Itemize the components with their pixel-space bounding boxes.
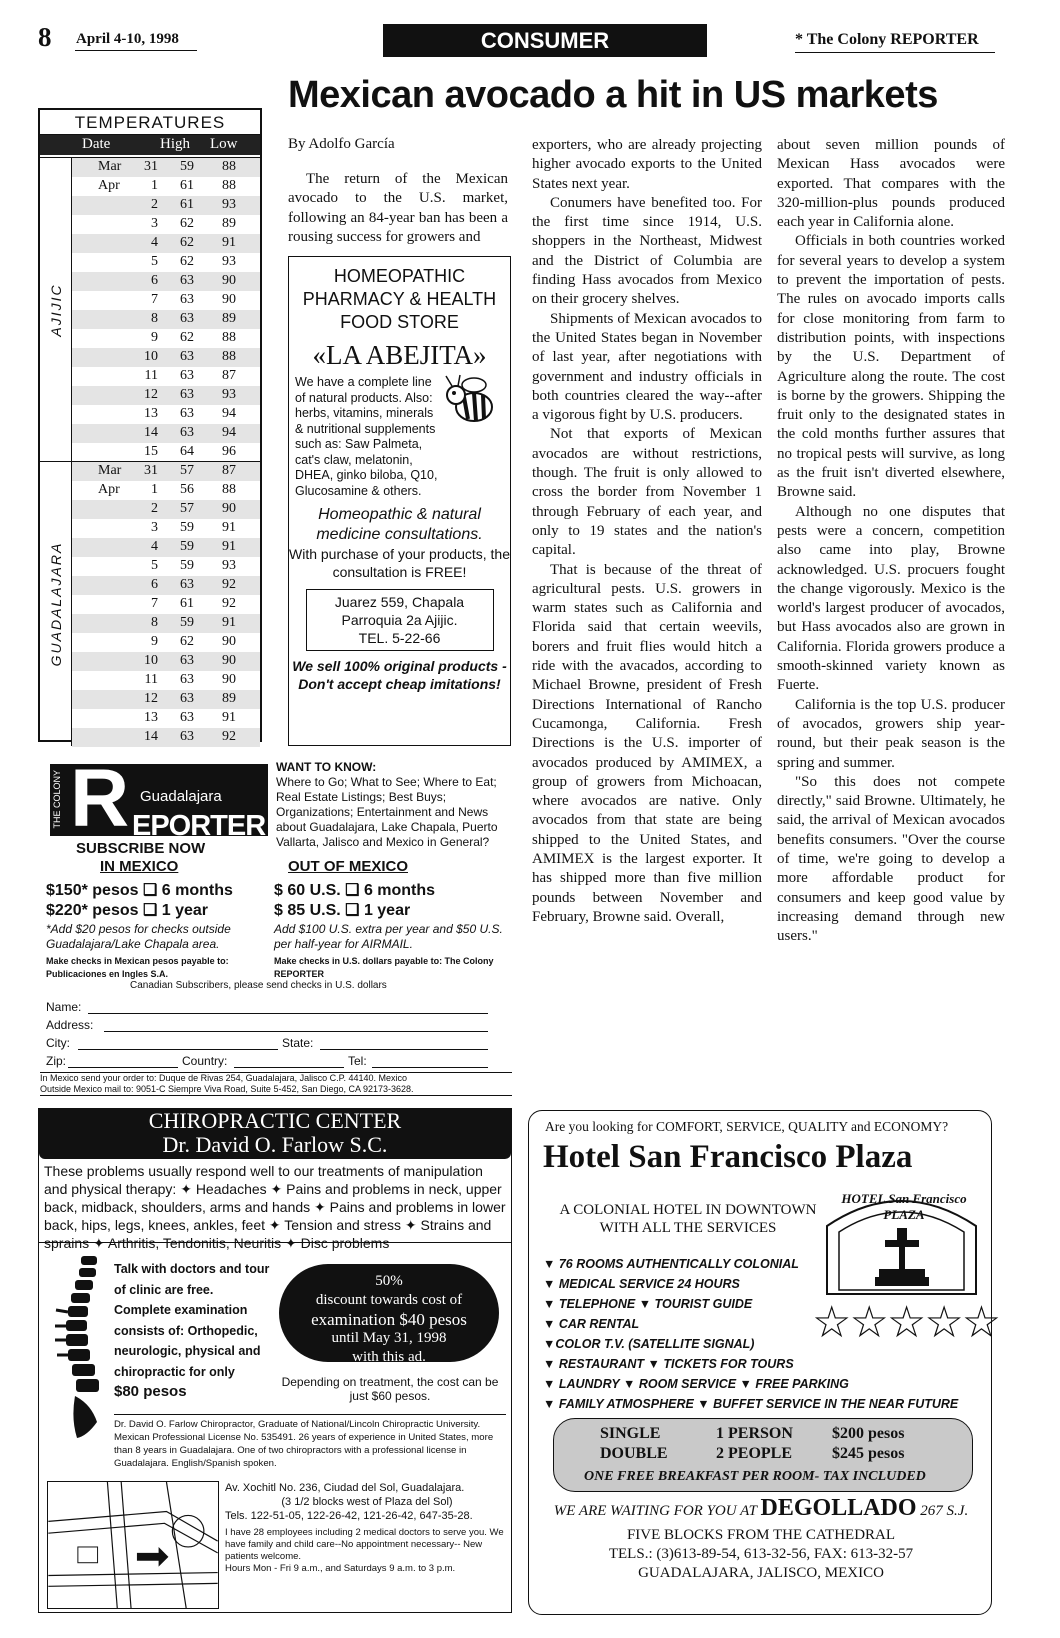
temperature-row: [72, 158, 260, 177]
talk-line: chiropractic for only: [114, 1364, 235, 1379]
rate-double-people: 2 PEOPLE: [716, 1445, 793, 1462]
cell-day: 14: [144, 425, 158, 440]
state-label: State:: [282, 1036, 314, 1050]
cell-day: 31: [144, 463, 158, 478]
hotel-city: GUADALAJARA, JALISCO, MEXICO: [638, 1565, 884, 1581]
cell-month: Mar: [98, 159, 122, 174]
temperatures-header: [40, 135, 260, 155]
cell-low: 90: [222, 634, 236, 649]
paper-name: * The Colony REPORTER: [795, 31, 979, 48]
talk-line: neurologic, physical and: [114, 1344, 261, 1358]
discount-line: with this ad.: [352, 1349, 426, 1365]
temperature-row: [72, 215, 260, 234]
hotel-waiting: [537, 1495, 985, 1522]
location-map: [47, 1481, 219, 1609]
chiro-hours: Hours Mon - Fri 9 a.m., and Saturdays 9 a.m. to 3 p.m.: [225, 1563, 456, 1574]
temperature-row: [72, 709, 260, 728]
col-high: High: [160, 136, 190, 152]
cell-high: 56: [180, 482, 194, 497]
rate-single-price: $200 pesos: [832, 1425, 905, 1442]
city-label: City:: [46, 1036, 70, 1050]
hotel-feature: ▼ RESTAURANT ▼ TICKETS FOR TOURS: [543, 1357, 794, 1371]
temperature-row: [72, 196, 260, 215]
cell-day: 7: [151, 596, 158, 611]
cell-low: 94: [222, 425, 236, 440]
temperature-row: [72, 462, 260, 481]
rate-double: DOUBLE: [600, 1445, 668, 1462]
cell-day: 13: [144, 710, 158, 725]
homeo-consult: Homeopathic & natural medicine consultations.: [316, 506, 483, 543]
hotel-feature: ▼ LAUNDRY ▼ ROOM SERVICE ▼ FREE PARKING: [543, 1377, 849, 1391]
temperature-row: [72, 253, 260, 272]
temperature-row: [72, 652, 260, 671]
cell-high: 59: [180, 520, 194, 535]
cell-day: 12: [144, 691, 158, 706]
mx-payable: Make checks in Mexican pesos payable to: Publicaciones en Ingles S.A.: [46, 956, 229, 979]
mx-note: *Add $20 pesos for checks outside Guadalajara/Lake Chapala area.: [46, 922, 231, 951]
cell-high: 57: [180, 463, 194, 478]
cell-day: 3: [151, 520, 158, 535]
cell-low: 88: [222, 349, 236, 364]
cell-high: 57: [180, 501, 194, 516]
cell-low: 93: [222, 197, 236, 212]
group-label-text: AJIJIC: [47, 282, 64, 337]
temperature-row: [72, 614, 260, 633]
temperature-row: [72, 576, 260, 595]
tel-label: Tel:: [348, 1054, 367, 1068]
hotel-ad: [528, 1110, 1000, 1615]
cell-low: 88: [222, 159, 236, 174]
address-label: Address:: [46, 1018, 94, 1032]
headline: Mexican avocado a hit in US markets: [288, 74, 938, 116]
hotel-feature: ▼COLOR T.V. (SATELLITE SIGNAL): [543, 1337, 755, 1351]
group-label-text: GUADALAJARA: [47, 541, 64, 667]
cell-day: 11: [144, 672, 158, 687]
cell-day: 4: [151, 235, 158, 250]
discount-line: 50%: [375, 1273, 403, 1289]
rate-single: SINGLE: [600, 1425, 661, 1442]
article-column-3: [777, 136, 1005, 946]
chiro-credentials: Dr. David O. Farlow Chiropractor, Graduate of National/Lincoln Chiropractic University. Mexican Professional License No. 535491. 26 years of experience in United States, more than 8 years in Guadalajara. One of two chiropractors with a professional license in Guadalajara. English/Spanish spoken.: [114, 1414, 506, 1470]
homeo-address: [306, 589, 494, 651]
cell-high: 61: [180, 197, 194, 212]
temperature-row: [72, 405, 260, 424]
cell-low: 88: [222, 330, 236, 345]
article-paragraph: Conumers have benefited too. For the first time since 1914, U.S. shoppers in the Northeast, Midwest and the District of Columbia are finding Hass avocados from Mexico on their grocery shelves.: [532, 194, 762, 308]
cell-low: 91: [222, 235, 236, 250]
cell-low: 93: [222, 254, 236, 269]
address-line: Tels. 122-51-05, 122-26-42, 121-26-42, 647-35-28.: [225, 1510, 473, 1522]
mail-mexico: In Mexico send your order to: Duque de Rivas 254, Guadalajara, Jalisco C.P. 44140. Mexico: [40, 1073, 408, 1083]
temperature-group-label: [40, 462, 72, 746]
hotel-rates: [553, 1418, 973, 1492]
cell-day: 4: [151, 539, 158, 554]
temperature-row: [72, 595, 260, 614]
bee-icon: [440, 371, 502, 433]
cell-high: 59: [180, 539, 194, 554]
hotel-footer: [537, 1526, 985, 1583]
cell-high: 59: [180, 159, 194, 174]
talk-line: Talk with doctors and tour: [114, 1262, 270, 1276]
cell-high: 63: [180, 653, 194, 668]
cell-low: 94: [222, 406, 236, 421]
cell-high: 63: [180, 577, 194, 592]
hotel-feature: ▼ FAMILY ATMOSPHERE ▼ BUFFET SERVICE IN THE NEAR FUTURE: [543, 1397, 959, 1411]
cell-high: 62: [180, 634, 194, 649]
hotel-blocks: FIVE BLOCKS FROM THE CATHEDRAL: [626, 1527, 896, 1543]
homeo-sell: We sell 100% original products - Don't accept cheap imitations!: [292, 658, 507, 692]
mailing-addresses: [40, 1072, 512, 1096]
cell-day: 6: [151, 577, 158, 592]
homeo-title: HOMEOPATHIC PHARMACY & HEALTH FOOD STORE: [302, 266, 497, 332]
cell-high: 63: [180, 368, 194, 383]
byline: By Adolfo García: [288, 136, 395, 152]
cell-high: 63: [180, 387, 194, 402]
discount-line: until May 31, 1998: [331, 1330, 447, 1346]
cell-day: 13: [144, 406, 158, 421]
homeo-address-line: Parroquia 2a Ajijic.: [341, 612, 458, 628]
tel-field[interactable]: [372, 1067, 488, 1068]
want-title: WANT TO KNOW:: [276, 760, 377, 774]
header-rule: [795, 52, 995, 53]
discount-line: discount towards cost of: [315, 1292, 463, 1308]
temperature-row: [72, 519, 260, 538]
cell-day: 1: [151, 178, 158, 193]
chiro-problems: These problems usually respond well to our treatments of manipulation and physical therapy: ✦ Headaches ✦ Pains and problems in neck, upper back, midback, shoulders, arms and hands ✦ Pains and problems in lower back, hips, legs, knees, ankles, feet ✦ Tension and stress ✦ Strains and sprains ✦ Arthritis, Tendonitis, Neuritis ✦ Disc problems: [39, 1159, 511, 1243]
subscription-ad: [38, 753, 512, 1096]
zip-field[interactable]: [68, 1067, 178, 1068]
discount-line: examination $40 pesos: [311, 1310, 467, 1329]
cell-low: 92: [222, 577, 236, 592]
canadian-note: Canadian Subscribers, please send checks in U.S. dollars: [130, 980, 387, 991]
chiro-title: CHIROPRACTIC CENTER: [148, 1108, 402, 1133]
cell-day: 3: [151, 216, 158, 231]
page-number: 8: [38, 22, 52, 52]
name-field[interactable]: [88, 1013, 488, 1014]
cell-month: Apr: [98, 178, 120, 193]
cell-high: 59: [180, 558, 194, 573]
hotel-feature: ▼ CAR RENTAL: [543, 1317, 640, 1331]
temperature-row: [72, 443, 260, 462]
cell-day: 10: [144, 653, 158, 668]
chiro-depending: Depending on treatment, the cost can be just $60 pesos.: [281, 1375, 499, 1403]
article-paragraph: about seven million pounds of Mexican Hass avocados were exported. That compares with the 320-million-plus pounds produced each year in California alone.: [777, 137, 1005, 231]
hotel-tels: TELS.: (3)613-89-54, 613-32-56, FAX: 613-32-57: [608, 1546, 914, 1562]
chiro-doctor: Dr. David O. Farlow S.C.: [162, 1132, 388, 1157]
us-payable: Make checks in U.S. dollars payable to: The Colony REPORTER: [274, 956, 494, 979]
temperatures-table: [38, 108, 262, 742]
cell-high: 64: [180, 444, 194, 459]
temperature-row: [72, 291, 260, 310]
cell-low: 90: [222, 273, 236, 288]
talk-line: Complete examination: [114, 1303, 248, 1317]
hotel-number: 267 S.J.: [920, 1503, 969, 1519]
hotel-feature: ▼ 76 ROOMS AUTHENTICALLY COLONIAL: [543, 1257, 799, 1271]
cell-low: 87: [222, 463, 236, 478]
temperature-row: [72, 329, 260, 348]
cell-high: 59: [180, 615, 194, 630]
cell-day: 9: [151, 330, 158, 345]
logo-word: EPORTER: [132, 810, 266, 842]
cell-high: 61: [180, 178, 194, 193]
article-paragraph: That is because of the threat of agricultural pests. U.S. growers in warm states such as California and Florida said that certain weevils, borers and fruit flies would hitch a ride with the avacados, according to Michael Browne, president of Fresh Directions International of Rancho Cucamonga, California. Fresh Directions is the U.S. importer of avocados produced by AMIMEX, a group of growers from Michoacan, where avocados are native. Only avocados from that state are being shipped to the United States, and AMIMEX is the largest exporter. It has shipped more than five million pounds between November and February, Browne said. Overall,: [532, 561, 762, 925]
address-field[interactable]: [104, 1031, 488, 1032]
temperature-row: [72, 386, 260, 405]
cell-day: 12: [144, 387, 158, 402]
hotel-name: Hotel San Francisco Plaza: [543, 1139, 913, 1175]
cell-low: 91: [222, 710, 236, 725]
temperature-row: [72, 177, 260, 196]
cell-high: 62: [180, 216, 194, 231]
cell-day: 7: [151, 292, 158, 307]
reporter-logo: [50, 753, 268, 844]
cell-low: 89: [222, 311, 236, 326]
homeo-address-line: Juarez 559, Chapala: [334, 594, 465, 610]
mail-outside: Outside Mexico mail to: 9051-C Siempre Viva Road, Suite 5-452, San Diego, CA 92173-3628.: [40, 1084, 414, 1094]
cell-low: 96: [222, 444, 236, 459]
chiro-talk: [114, 1259, 274, 1403]
rate-single-people: 1 PERSON: [716, 1425, 793, 1442]
chiro-discount: [279, 1264, 499, 1365]
cell-low: 91: [222, 539, 236, 554]
out-of-mexico: OUT OF MEXICO: [288, 858, 408, 875]
rate-double-price: $245 pesos: [832, 1445, 905, 1462]
article-paragraph: Although no one disputes that pests were a concern, competition also came into play, Browne acknowledged. U.S. procuers fought the change vigorously. Mexico is the world's largest producer of avocados, but Hass avocados also are grown in California. Florida growers produce a smooth-skinned variety known as Fuerte.: [777, 503, 1005, 694]
talk-line: consists of: Orthopedic,: [114, 1323, 258, 1338]
hotel-question: Are you looking for COMFORT, SERVICE, QUALITY and ECONOMY?: [545, 1119, 949, 1134]
chiropractic-ad: [38, 1108, 512, 1613]
cell-low: 89: [222, 216, 236, 231]
logo-letter: R: [70, 753, 130, 844]
mx-6-months[interactable]: $150* pesos ❑ 6 months: [46, 882, 233, 899]
temperature-row: [72, 633, 260, 652]
temperature-row: [72, 538, 260, 557]
want-to-know: [276, 760, 512, 850]
logo-colony: THE COLONY: [52, 770, 62, 829]
cell-day: 10: [144, 349, 158, 364]
hotel-feature: ▼ MEDICAL SERVICE 24 HOURS: [543, 1277, 740, 1291]
cell-day: 11: [144, 368, 158, 383]
cell-low: 90: [222, 501, 236, 516]
temperature-row: [72, 671, 260, 690]
spine-icon: [51, 1254, 111, 1439]
temperature-row: [72, 728, 260, 747]
mx-1-year[interactable]: $220* pesos ❑ 1 year: [46, 902, 209, 919]
article-paragraph: Officials in both countries worked for several years to develop a system to prevent the importation of pests. The rules on avocado imports calls for close monitoring from farm to distribution points, with inspections by the U.S. Department of Agriculture along the route. The cost is borne by the growers. Shipping the fruit only to the designated states in the cold months further assures that no tropical pests will survive, as long as the fruit isn't diverted elsewhere, Browne said.: [777, 233, 1005, 501]
us-6-months[interactable]: $ 60 U.S. ❑ 6 months: [274, 882, 436, 899]
cell-high: 63: [180, 292, 194, 307]
waiting-text: WE ARE WAITING FOR YOU AT: [553, 1503, 757, 1519]
hotel-logo-text: HOTEL San Francisco PLAZA: [841, 1191, 967, 1222]
state-field[interactable]: [320, 1049, 488, 1050]
homeo-body: We have a complete line of natural products. Also: herbs, vitamins, minerals & nutritional supplements such as: Saw Palmeta, cat's claw, melatonin, DHEA, ginko biloba, Q10, Glucosamine & others.: [295, 375, 438, 498]
chiro-address: [225, 1481, 509, 1575]
article-column-2: [532, 136, 762, 927]
cell-high: 63: [180, 710, 194, 725]
cell-day: 31: [144, 159, 158, 174]
homeo-address-line: TEL. 5-22-66: [358, 630, 441, 646]
cell-day: 5: [151, 254, 158, 269]
cell-day: 1: [151, 482, 158, 497]
homeo-name: «LA ABEJITA»: [312, 340, 487, 370]
country-label: Country:: [182, 1054, 228, 1068]
cell-low: 88: [222, 178, 236, 193]
cell-low: 89: [222, 691, 236, 706]
logo-city: Guadalajara: [140, 788, 222, 805]
hotel-stars: ☆☆☆☆☆: [812, 1298, 1000, 1347]
cell-high: 63: [180, 729, 194, 744]
cell-low: 90: [222, 653, 236, 668]
cell-day: 2: [151, 501, 158, 516]
cell-high: 63: [180, 691, 194, 706]
chiro-employees: I have 28 employees including 2 medical doctors to serve you. We have family and child care--No appointment necessary-- New patients welcome.: [225, 1527, 504, 1562]
temperature-row: [72, 500, 260, 519]
city-field[interactable]: [78, 1049, 278, 1050]
article-paragraph: California is the top U.S. producer of avocados, growers ship year-round, but their peak season is the spring and summer.: [777, 696, 1005, 771]
homeopathic-ad: [288, 256, 511, 746]
address-line: (3 1/2 blocks west of Plaza del Sol): [281, 1496, 453, 1508]
issue-date: April 4-10, 1998: [76, 31, 179, 47]
subscribe-now: SUBSCRIBE NOW: [76, 840, 206, 857]
date-underline: [75, 50, 197, 51]
col-low: Low: [210, 136, 238, 152]
rate-note: ONE FREE BREAKFAST PER ROOM- TAX INCLUDED: [584, 1469, 926, 1484]
cell-low: 87: [222, 368, 236, 383]
cell-low: 91: [222, 615, 236, 630]
section-banner: CONSUMER: [383, 24, 707, 57]
col-date: Date: [82, 136, 111, 152]
cell-month: Mar: [98, 463, 122, 478]
us-1-year[interactable]: $ 85 U.S. ❑ 1 year: [274, 902, 411, 919]
temperature-group-label: [40, 158, 72, 461]
temperature-row: [72, 272, 260, 291]
address-line: Av. Xochitl No. 236, Ciudad del Sol, Guadalajara.: [225, 1482, 465, 1494]
cell-low: 88: [222, 482, 236, 497]
hotel-street: DEGOLLADO: [760, 1495, 917, 1521]
cell-low: 93: [222, 387, 236, 402]
cell-day: 5: [151, 558, 158, 573]
temperature-row: [72, 481, 260, 500]
name-label: Name:: [46, 1000, 82, 1014]
cell-day: 2: [151, 197, 158, 212]
cell-day: 9: [151, 634, 158, 649]
cell-day: 14: [144, 729, 158, 744]
talk-line: of clinic are free.: [114, 1282, 214, 1297]
temperature-row: [72, 557, 260, 576]
cell-low: 91: [222, 520, 236, 535]
temperature-row: [72, 367, 260, 386]
cell-high: 63: [180, 672, 194, 687]
article-paragraph: exporters, who are already projecting higher avocado exports to the United States next year.: [532, 137, 762, 192]
article-paragraph: Shipments of Mexican avocados to the United States began in November of last year, after negotiations with government and industry officials in both countries cleared the way--after a vigorous fight by U.S. producers.: [532, 310, 762, 424]
cell-day: 8: [151, 615, 158, 630]
cell-high: 63: [180, 406, 194, 421]
temperature-row: [72, 348, 260, 367]
temperature-row: [72, 424, 260, 443]
cell-high: 63: [180, 311, 194, 326]
temperature-row: [72, 690, 260, 709]
hotel-subtitle: A COLONIAL HOTEL IN DOWNTOWN WITH ALL THE SERVICES: [559, 1202, 817, 1236]
cell-day: 6: [151, 273, 158, 288]
cell-high: 63: [180, 349, 194, 364]
us-note: Add $100 U.S. extra per year and $50 U.S. per half-year for AIRMAIL.: [274, 922, 503, 951]
cell-high: 61: [180, 596, 194, 611]
cell-day: 8: [151, 311, 158, 326]
cell-high: 62: [180, 330, 194, 345]
temperature-row: [72, 234, 260, 253]
cell-low: 92: [222, 729, 236, 744]
temperature-row: [72, 310, 260, 329]
article-paragraph: "So this does not compete directly," said Browne. Ultimately, he said, the arrival of Mexican avocados benefits consumers. "Over the course of time, we're going to develop a more affordable product for consumers and keep good value by increasing demand through new users.": [777, 773, 1005, 945]
cell-high: 63: [180, 273, 194, 288]
article-intro: The return of the Mexican avocado to the U.S. market, following an 84-year ban has been a rousing success for growers and: [288, 171, 508, 245]
cell-high: 62: [180, 235, 194, 250]
cell-month: Apr: [98, 482, 120, 497]
zip-label: Zip:: [46, 1054, 67, 1068]
cell-low: 90: [222, 672, 236, 687]
cell-low: 90: [222, 292, 236, 307]
cell-high: 62: [180, 254, 194, 269]
cell-low: 92: [222, 596, 236, 611]
temperatures-title: TEMPERATURES: [40, 110, 260, 135]
article-paragraph: Not that exports of Mexican avocados are without restrictions, though. The fruit is only allowed to cross the border from November 1 through February of each year, and only to 19 states and the nation's capital.: [532, 426, 762, 559]
homeo-purchase: With purchase of your products, the consultation is FREE!: [289, 546, 510, 580]
country-field[interactable]: [234, 1067, 344, 1068]
temperature-group: [40, 157, 260, 461]
temperature-group: [40, 461, 260, 746]
in-mexico: IN MEXICO: [100, 858, 179, 875]
chiro-price: $80 pesos: [114, 1383, 187, 1400]
cell-day: 15: [144, 444, 158, 459]
cell-low: 93: [222, 558, 236, 573]
hotel-feature: ▼ TELEPHONE ▼ TOURIST GUIDE: [543, 1297, 753, 1311]
want-body: Where to Go; What to See; Where to Eat; Real Estate Listings; Best Buys; Organizations; Entertainment and News about Guadalajara, Lake Chapala, Puerto Vallarta, Jalisco and Mexico in General?: [276, 775, 498, 849]
cell-high: 63: [180, 425, 194, 440]
chiro-header: [39, 1109, 511, 1159]
